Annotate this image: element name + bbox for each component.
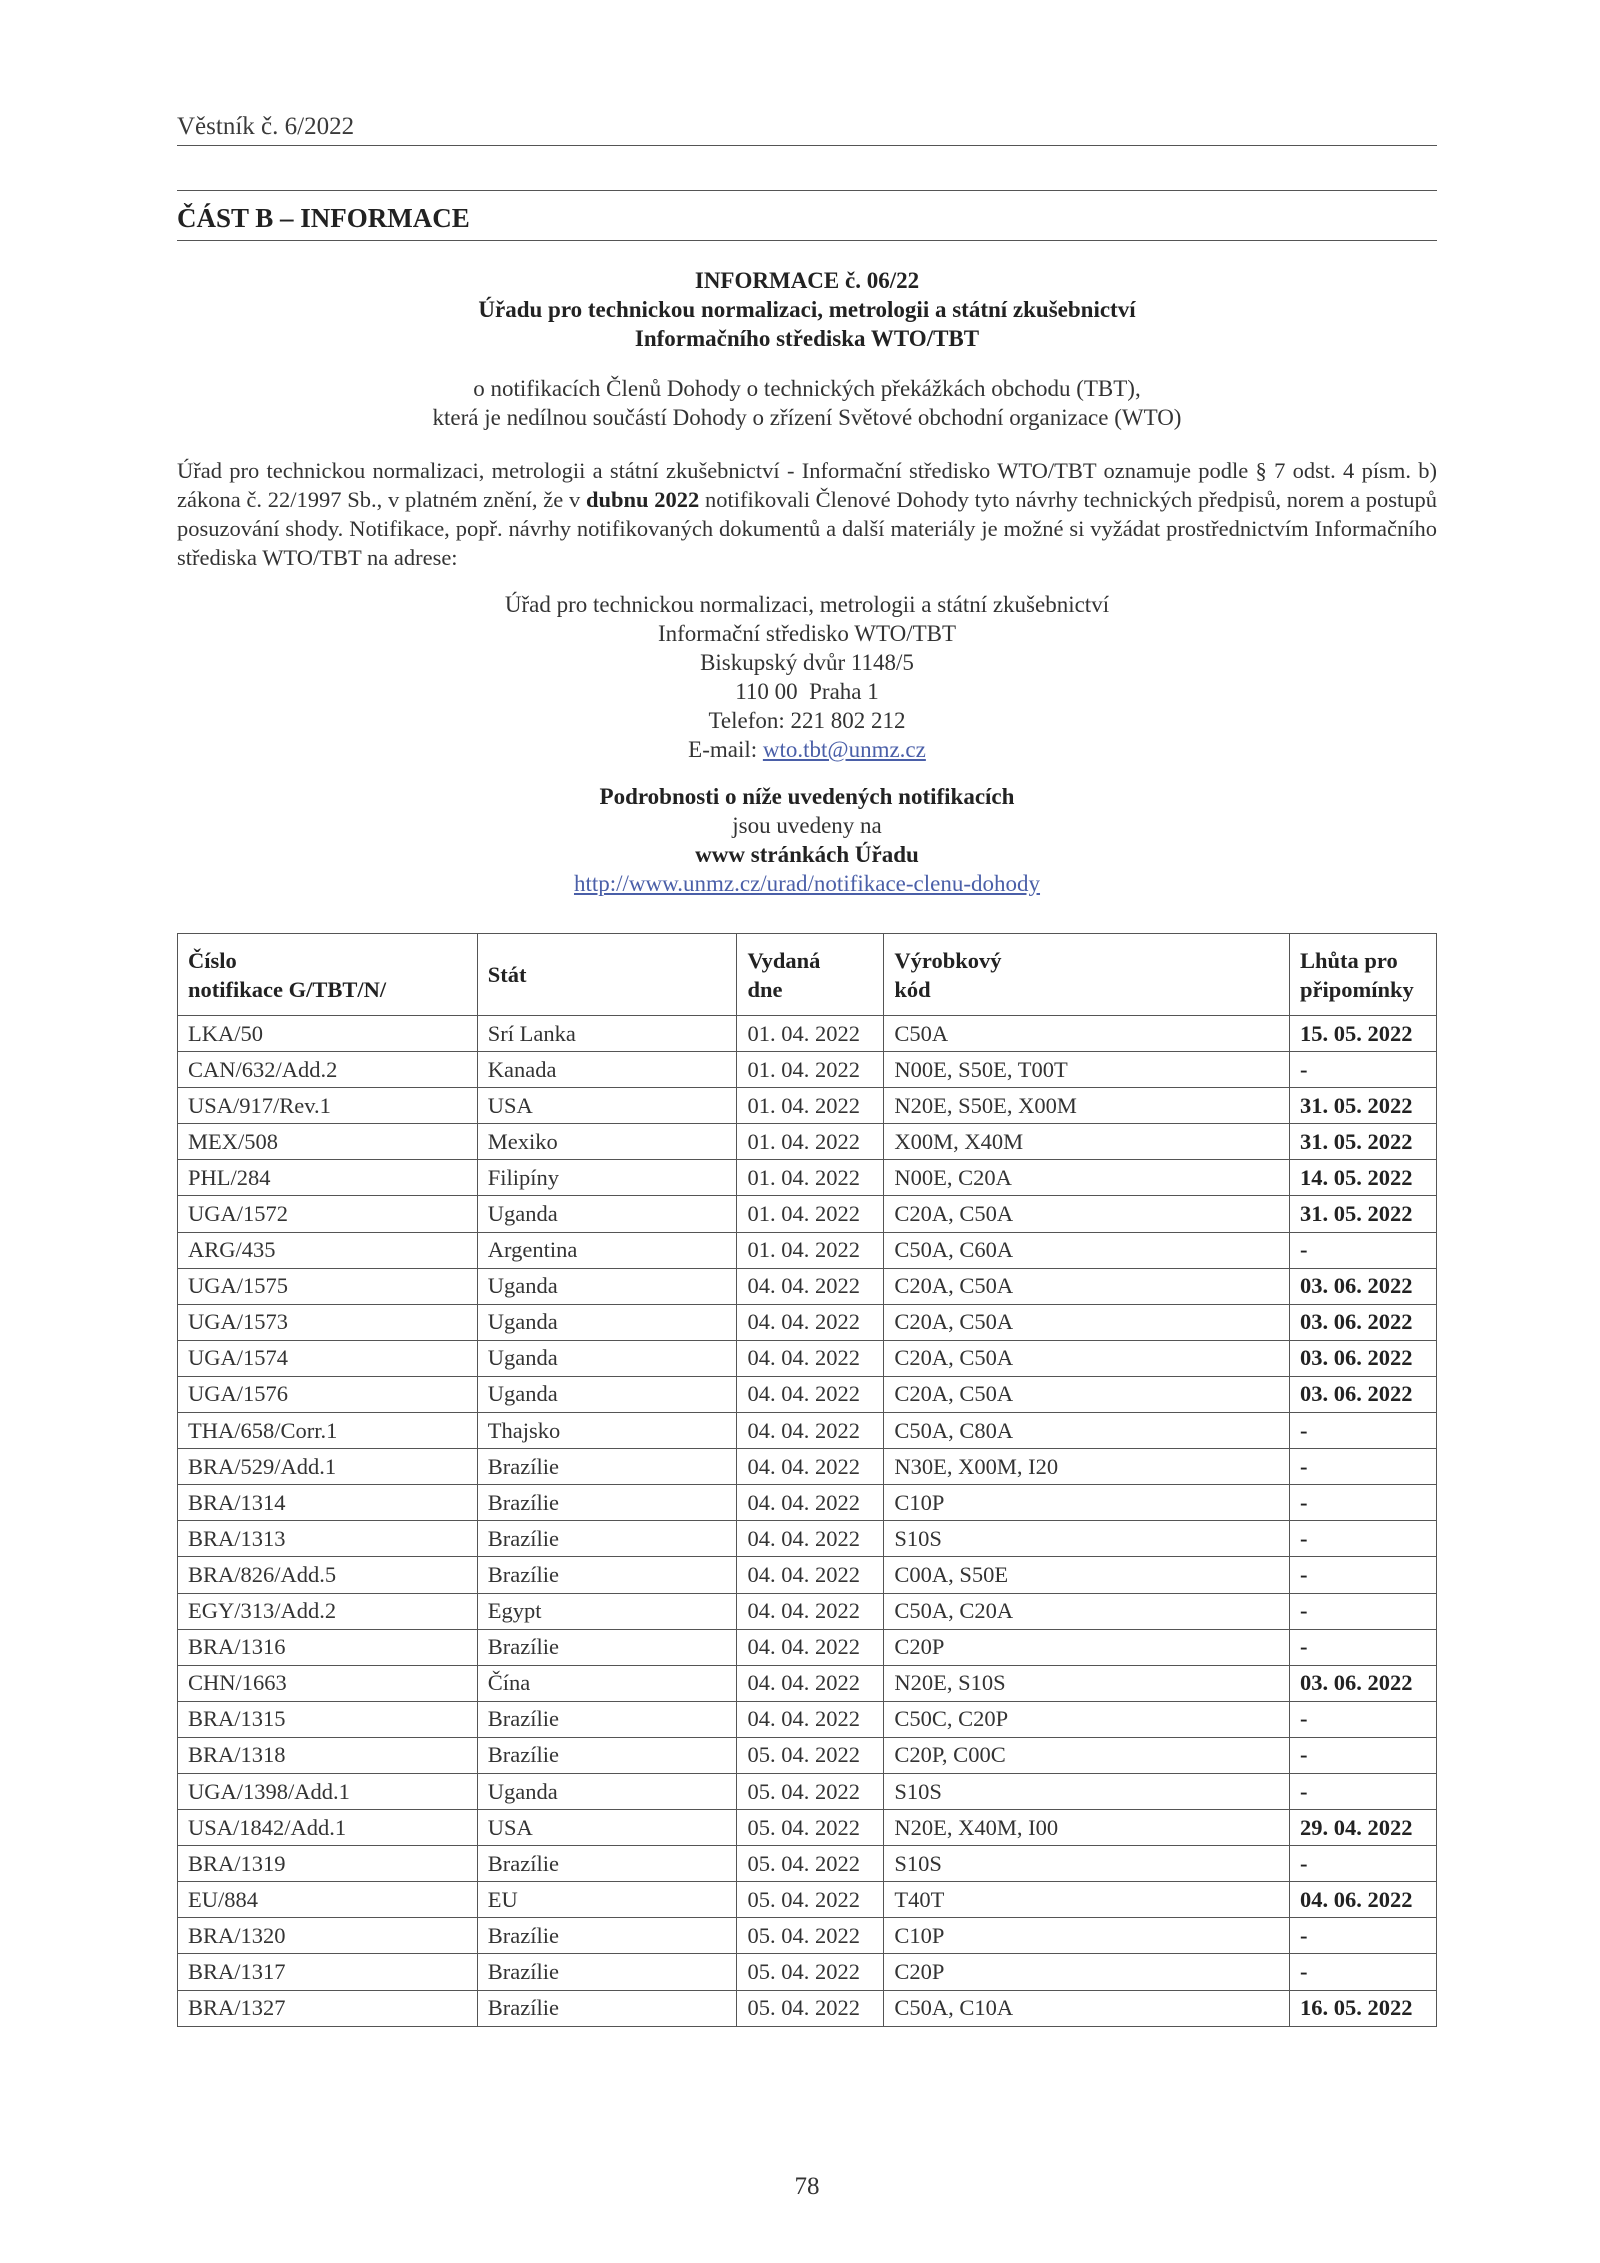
cell-comment-deadline: 31. 05. 2022 — [1289, 1124, 1436, 1160]
table-row — [178, 1990, 1437, 2026]
subtitle-line-2: která je nedílnou součástí Dohody o zřízení Světové obchodní organizace (WTO) — [432, 405, 1182, 430]
details-line-3: www stránkách Úřadu — [695, 842, 919, 867]
table-row — [178, 1340, 1437, 1376]
table-row — [178, 1521, 1437, 1557]
cell-notification-number: UGA/1572 — [178, 1196, 478, 1232]
cell-state: Uganda — [477, 1340, 737, 1376]
cell-issued-date: 04. 04. 2022 — [737, 1485, 884, 1521]
center-name: Informačního střediska WTO/TBT — [634, 326, 980, 351]
cell-notification-number: ARG/435 — [178, 1232, 478, 1268]
cell-product-code: S10S — [884, 1846, 1290, 1882]
cell-issued-date: 05. 04. 2022 — [737, 1882, 884, 1918]
cell-issued-date: 04. 04. 2022 — [737, 1268, 884, 1304]
table-row — [178, 1701, 1437, 1737]
details-line-1: Podrobnosti o níže uvedených notifikacích — [599, 784, 1015, 809]
cell-comment-deadline: - — [1289, 1413, 1436, 1449]
cell-notification-number: LKA/50 — [178, 1016, 478, 1052]
table-row — [178, 1665, 1437, 1701]
cell-issued-date: 01. 04. 2022 — [737, 1124, 884, 1160]
cell-comment-deadline: 03. 06. 2022 — [1289, 1268, 1436, 1304]
phone-line: Telefon: 221 802 212 — [708, 708, 906, 733]
cell-issued-date: 04. 04. 2022 — [737, 1521, 884, 1557]
address-block — [177, 590, 1437, 764]
cell-product-code: C20A, C50A — [884, 1340, 1290, 1376]
cell-state: Brazílie — [477, 1918, 737, 1954]
cell-state: Mexiko — [477, 1124, 737, 1160]
details-link[interactable]: http://www.unmz.cz/urad/notifikace-clenu-dohody — [573, 871, 1041, 896]
cell-comment-deadline: 03. 06. 2022 — [1289, 1340, 1436, 1376]
cell-comment-deadline: - — [1289, 1773, 1436, 1809]
cell-issued-date: 05. 04. 2022 — [737, 1810, 884, 1846]
cell-comment-deadline: - — [1289, 1485, 1436, 1521]
table-row — [178, 1304, 1437, 1340]
table-row — [178, 1124, 1437, 1160]
cell-comment-deadline: - — [1289, 1954, 1436, 1990]
cell-comment-deadline: 31. 05. 2022 — [1289, 1088, 1436, 1124]
cell-product-code: N20E, S50E, X00M — [884, 1088, 1290, 1124]
section-bottom-rule — [177, 240, 1437, 241]
cell-notification-number: BRA/1327 — [178, 1990, 478, 2026]
cell-comment-deadline: - — [1289, 1701, 1436, 1737]
cell-notification-number: BRA/1314 — [178, 1485, 478, 1521]
cell-notification-number: THA/658/Corr.1 — [178, 1413, 478, 1449]
cell-issued-date: 04. 04. 2022 — [737, 1304, 884, 1340]
table-row — [178, 1160, 1437, 1196]
table-row — [178, 1449, 1437, 1485]
intro-paragraph — [177, 456, 1437, 572]
cell-state: Uganda — [477, 1376, 737, 1412]
cell-notification-number: UGA/1398/Add.1 — [178, 1773, 478, 1809]
table-row — [178, 1376, 1437, 1412]
cell-state: Uganda — [477, 1773, 737, 1809]
cell-product-code: N30E, X00M, I20 — [884, 1449, 1290, 1485]
cell-state: Kanada — [477, 1052, 737, 1088]
cell-comment-deadline: - — [1289, 1232, 1436, 1268]
table-row — [178, 1846, 1437, 1882]
cell-product-code: C10P — [884, 1485, 1290, 1521]
cell-product-code: S10S — [884, 1773, 1290, 1809]
cell-state: Thajsko — [477, 1413, 737, 1449]
cell-issued-date: 05. 04. 2022 — [737, 1990, 884, 2026]
cell-notification-number: EGY/313/Add.2 — [178, 1593, 478, 1629]
cell-notification-number: BRA/1317 — [178, 1954, 478, 1990]
cell-notification-number: BRA/529/Add.1 — [178, 1449, 478, 1485]
cell-notification-number: UGA/1574 — [178, 1340, 478, 1376]
cell-issued-date: 04. 04. 2022 — [737, 1557, 884, 1593]
table-row — [178, 1413, 1437, 1449]
address-line-1: Úřad pro technickou normalizaci, metrologii a státní zkušebnictví — [504, 592, 1110, 617]
cell-product-code: C50A, C10A — [884, 1990, 1290, 2026]
cell-comment-deadline: 04. 06. 2022 — [1289, 1882, 1436, 1918]
notifications-table — [177, 933, 1437, 2027]
cell-comment-deadline: - — [1289, 1052, 1436, 1088]
cell-notification-number: BRA/1319 — [178, 1846, 478, 1882]
table-row — [178, 1737, 1437, 1773]
table-row — [178, 1196, 1437, 1232]
cell-product-code: C50A, C80A — [884, 1413, 1290, 1449]
cell-comment-deadline: 03. 06. 2022 — [1289, 1376, 1436, 1412]
cell-product-code: C20P, C00C — [884, 1737, 1290, 1773]
section-title: ČÁST B – INFORMACE — [177, 203, 470, 233]
details-link-line — [177, 869, 1437, 898]
cell-product-code: X00M, X40M — [884, 1124, 1290, 1160]
table-row — [178, 1954, 1437, 1990]
cell-comment-deadline: - — [1289, 1557, 1436, 1593]
header-product-code: Výrobkový kód — [884, 934, 1290, 1016]
email-label: E-mail: — [688, 737, 763, 762]
cell-issued-date: 01. 04. 2022 — [737, 1016, 884, 1052]
information-number: INFORMACE č. 06/22 — [694, 268, 920, 293]
address-line-3: Biskupský dvůr 1148/5 — [700, 650, 914, 675]
cell-notification-number: BRA/1320 — [178, 1918, 478, 1954]
table-row — [178, 1557, 1437, 1593]
cell-state: Brazílie — [477, 1449, 737, 1485]
details-line-2: jsou uvedeny na — [732, 813, 882, 838]
details-block — [177, 782, 1437, 898]
cell-issued-date: 04. 04. 2022 — [737, 1449, 884, 1485]
table-row — [178, 1882, 1437, 1918]
cell-notification-number: PHL/284 — [178, 1160, 478, 1196]
cell-comment-deadline: 14. 05. 2022 — [1289, 1160, 1436, 1196]
cell-comment-deadline: - — [1289, 1629, 1436, 1665]
table-body — [178, 1016, 1437, 2027]
cell-product-code: S10S — [884, 1521, 1290, 1557]
subtitle-line-1: o notifikacích Členů Dohody o technických překážkách obchodu (TBT), — [473, 376, 1141, 401]
cell-notification-number: USA/917/Rev.1 — [178, 1088, 478, 1124]
cell-state: Argentina — [477, 1232, 737, 1268]
cell-state: Srí Lanka — [477, 1016, 737, 1052]
table-row — [178, 1016, 1437, 1052]
cell-state: Uganda — [477, 1196, 737, 1232]
header-comment-deadline: Lhůta pro připomínky — [1289, 934, 1436, 1016]
running-head: Věstník č. 6/2022 — [177, 113, 355, 140]
cell-notification-number: CHN/1663 — [178, 1665, 478, 1701]
cell-product-code: N00E, C20A — [884, 1160, 1290, 1196]
table-row — [178, 1593, 1437, 1629]
cell-notification-number: UGA/1573 — [178, 1304, 478, 1340]
cell-state: Brazílie — [477, 1557, 737, 1593]
cell-state: Uganda — [477, 1268, 737, 1304]
information-header — [177, 266, 1437, 353]
cell-issued-date: 01. 04. 2022 — [737, 1160, 884, 1196]
email-link[interactable]: wto.tbt@unmz.cz — [762, 737, 926, 762]
cell-product-code: C20A, C50A — [884, 1268, 1290, 1304]
cell-issued-date: 05. 04. 2022 — [737, 1773, 884, 1809]
header-issued: Vydaná dne — [737, 934, 884, 1016]
section-top-rule — [177, 190, 1437, 191]
cell-state: Brazílie — [477, 1701, 737, 1737]
cell-product-code: C20P — [884, 1629, 1290, 1665]
information-subtitle — [177, 374, 1437, 432]
cell-state: EU — [477, 1882, 737, 1918]
cell-comment-deadline: - — [1289, 1846, 1436, 1882]
address-line-4: 110 00 Praha 1 — [735, 679, 879, 704]
cell-state: Brazílie — [477, 1737, 737, 1773]
cell-product-code: N20E, X40M, I00 — [884, 1810, 1290, 1846]
table-row — [178, 1629, 1437, 1665]
cell-product-code: C20A, C50A — [884, 1376, 1290, 1412]
cell-issued-date: 05. 04. 2022 — [737, 1918, 884, 1954]
intro-text-2: notifikovali Členové Dohody tyto návrhy technických předpisů, norem a postupů posuzování shody. Notifikace, popř. návrhy notifikovaných dokumentů a další materiály je možné si vyžádat prostřednictvím Informačního střediska WTO/TBT na adrese: — [177, 487, 1437, 570]
cell-comment-deadline: 03. 06. 2022 — [1289, 1665, 1436, 1701]
page-number: 78 — [794, 2173, 820, 2200]
cell-notification-number: BRA/1316 — [178, 1629, 478, 1665]
cell-notification-number: USA/1842/Add.1 — [178, 1810, 478, 1846]
cell-comment-deadline: 16. 05. 2022 — [1289, 1990, 1436, 2026]
cell-product-code: C00A, S50E — [884, 1557, 1290, 1593]
table-row — [178, 1088, 1437, 1124]
address-line-2: Informační středisko WTO/TBT — [657, 621, 957, 646]
cell-state: Brazílie — [477, 1954, 737, 1990]
cell-comment-deadline: 03. 06. 2022 — [1289, 1304, 1436, 1340]
table-row — [178, 1773, 1437, 1809]
email-line — [177, 735, 1437, 764]
document-page — [177, 0, 1437, 2263]
cell-issued-date: 04. 04. 2022 — [737, 1629, 884, 1665]
cell-issued-date: 05. 04. 2022 — [737, 1954, 884, 1990]
cell-state: Brazílie — [477, 1846, 737, 1882]
cell-state: Egypt — [477, 1593, 737, 1629]
cell-state: USA — [477, 1810, 737, 1846]
cell-issued-date: 01. 04. 2022 — [737, 1232, 884, 1268]
table-row — [178, 1052, 1437, 1088]
cell-product-code: T40T — [884, 1882, 1290, 1918]
cell-state: Brazílie — [477, 1521, 737, 1557]
header-rule — [177, 145, 1437, 146]
cell-comment-deadline: - — [1289, 1918, 1436, 1954]
cell-state: Brazílie — [477, 1629, 737, 1665]
cell-product-code: C20A, C50A — [884, 1304, 1290, 1340]
cell-notification-number: BRA/1318 — [178, 1737, 478, 1773]
cell-issued-date: 01. 04. 2022 — [737, 1052, 884, 1088]
cell-issued-date: 05. 04. 2022 — [737, 1846, 884, 1882]
cell-state: Brazílie — [477, 1990, 737, 2026]
cell-issued-date: 04. 04. 2022 — [737, 1701, 884, 1737]
cell-notification-number: CAN/632/Add.2 — [178, 1052, 478, 1088]
cell-state: Brazílie — [477, 1485, 737, 1521]
cell-issued-date: 01. 04. 2022 — [737, 1088, 884, 1124]
cell-comment-deadline: - — [1289, 1521, 1436, 1557]
cell-product-code: C20A, C50A — [884, 1196, 1290, 1232]
cell-notification-number: UGA/1575 — [178, 1268, 478, 1304]
cell-issued-date: 05. 04. 2022 — [737, 1737, 884, 1773]
cell-issued-date: 04. 04. 2022 — [737, 1340, 884, 1376]
cell-notification-number: BRA/1313 — [178, 1521, 478, 1557]
cell-comment-deadline: - — [1289, 1449, 1436, 1485]
cell-comment-deadline: 15. 05. 2022 — [1289, 1016, 1436, 1052]
cell-comment-deadline: - — [1289, 1593, 1436, 1629]
cell-issued-date: 04. 04. 2022 — [737, 1665, 884, 1701]
intro-text-1: Úřad pro technickou normalizaci, metrologii a státní zkušebnictví - Informační středisko WTO/TBT oznamuje podle § 7 odst. 4 písm. b) zákona č. 22/1997 Sb., v platném znění, že v — [177, 458, 1437, 512]
cell-product-code: N20E, S10S — [884, 1665, 1290, 1701]
cell-issued-date: 04. 04. 2022 — [737, 1413, 884, 1449]
cell-product-code: C20P — [884, 1954, 1290, 1990]
cell-product-code: C50C, C20P — [884, 1701, 1290, 1737]
cell-notification-number: EU/884 — [178, 1882, 478, 1918]
cell-state: Uganda — [477, 1304, 737, 1340]
cell-notification-number: BRA/826/Add.5 — [178, 1557, 478, 1593]
cell-product-code: C50A — [884, 1016, 1290, 1052]
header-notification-number: Číslo notifikace G/TBT/N/ — [178, 934, 478, 1016]
cell-notification-number: BRA/1315 — [178, 1701, 478, 1737]
table-row — [178, 1485, 1437, 1521]
header-state: Stát — [477, 934, 737, 1016]
table-row — [178, 1232, 1437, 1268]
office-name: Úřadu pro technickou normalizaci, metrologii a státní zkušebnictví — [478, 297, 1136, 322]
table-row — [178, 1918, 1437, 1954]
cell-product-code: C50A, C20A — [884, 1593, 1290, 1629]
cell-state: Čína — [477, 1665, 737, 1701]
cell-product-code: C50A, C60A — [884, 1232, 1290, 1268]
table-row — [178, 1810, 1437, 1846]
cell-product-code: C10P — [884, 1918, 1290, 1954]
cell-state: USA — [477, 1088, 737, 1124]
table-header-row — [178, 934, 1437, 1016]
cell-issued-date: 04. 04. 2022 — [737, 1376, 884, 1412]
cell-product-code: N00E, S50E, T00T — [884, 1052, 1290, 1088]
cell-issued-date: 04. 04. 2022 — [737, 1593, 884, 1629]
intro-bold-month: dubnu 2022 — [585, 487, 700, 512]
cell-state: Filipíny — [477, 1160, 737, 1196]
cell-comment-deadline: - — [1289, 1737, 1436, 1773]
table-row — [178, 1268, 1437, 1304]
cell-issued-date: 01. 04. 2022 — [737, 1196, 884, 1232]
cell-comment-deadline: 29. 04. 2022 — [1289, 1810, 1436, 1846]
cell-notification-number: MEX/508 — [178, 1124, 478, 1160]
cell-comment-deadline: 31. 05. 2022 — [1289, 1196, 1436, 1232]
cell-notification-number: UGA/1576 — [178, 1376, 478, 1412]
